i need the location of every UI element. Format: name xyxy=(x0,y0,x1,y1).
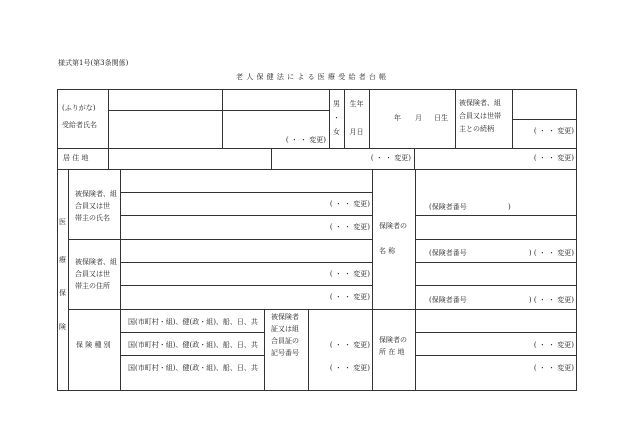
card-change-2: ( ・ ・ 変更) xyxy=(329,364,370,372)
insurer-number-3: (保険者番号 xyxy=(429,296,467,304)
sex-female: 女 xyxy=(333,128,340,136)
insurer-address-change-2: ( ・ ・ 変更) xyxy=(533,364,574,372)
insured-name-label-3: 帯主の氏名 xyxy=(75,214,110,222)
medical-label-4: 険 xyxy=(59,323,66,331)
relation-label-3: 主との続柄 xyxy=(459,125,494,133)
address-label: 居 住 地 xyxy=(63,154,89,162)
insurer-number-2: (保険者番号 xyxy=(429,249,467,257)
insurer-number-1-close: ) xyxy=(508,203,511,211)
insurer-address-label-2: 所 在 地 xyxy=(379,348,405,356)
name-label: 受給者氏名 xyxy=(62,121,97,129)
insurer-number-3-change: ) ( ・ ・ 変更) xyxy=(528,296,574,304)
card-label-3: 合員証の xyxy=(271,337,299,345)
insurer-address-change-1: ( ・ ・ 変更) xyxy=(533,341,574,349)
birth-label-1: 生年 xyxy=(349,100,364,108)
insurance-type-label: 保 険 種 別 xyxy=(76,341,111,349)
form-number: 様式第1号(第3条関係) xyxy=(58,59,129,67)
insurer-name-label-2: 名 称 xyxy=(379,247,396,255)
medical-label-2: 療 xyxy=(59,256,66,264)
card-label-1: 被保険者 xyxy=(271,313,299,321)
birth-month: 月 xyxy=(415,114,422,122)
insurer-address-label-1: 保険者の xyxy=(379,336,407,344)
card-change-1: ( ・ ・ 変更) xyxy=(329,341,370,349)
insurer-name-label-1: 保険者の xyxy=(379,222,407,230)
birth-year: 年 xyxy=(394,114,401,122)
insured-address-label-3: 帯主の住所 xyxy=(75,282,110,290)
insurance-type-option-2: 国(市町村・組)、健(政・組)、船、日、共 xyxy=(128,341,258,349)
furigana-label: (ふりがな) xyxy=(62,104,96,112)
insurer-number-1: (保険者番号 xyxy=(429,203,467,211)
insurance-type-option-1: 国(市町村・組)、健(政・組)、船、日、共 xyxy=(128,318,258,326)
relation-label-1: 被保険者、組 xyxy=(459,99,501,107)
address-change-mark-1: ( ・ ・ 変更) xyxy=(370,154,411,162)
sex-dot: ・ xyxy=(333,114,340,122)
name-change-mark: ( ・ ・ 変更) xyxy=(285,136,326,144)
page-title: 老 人 保 健 法 に よ る 医 療 受 給 者 台 帳 xyxy=(236,73,387,81)
insured-address-change-1: ( ・ ・ 変更) xyxy=(329,270,370,278)
birth-day: 日生 xyxy=(434,114,448,122)
birth-label-2: 月日 xyxy=(349,128,364,136)
insured-name-label-1: 被保険者、組 xyxy=(75,190,117,198)
card-label-4: 記号番号 xyxy=(271,349,299,357)
insured-address-change-2: ( ・ ・ 変更) xyxy=(329,293,370,301)
relation-change-mark: ( ・ ・ 変更) xyxy=(533,127,574,135)
insured-address-label-1: 被保険者、組 xyxy=(75,258,117,266)
address-change-mark-2: ( ・ ・ 変更) xyxy=(533,154,574,162)
insured-name-label-2: 合員又は世 xyxy=(75,202,110,210)
insured-address-label-2: 合員又は世 xyxy=(75,270,110,278)
medical-label-3: 保 xyxy=(59,289,66,297)
card-label-2: 証又は組 xyxy=(271,325,299,333)
insured-name-change-1: ( ・ ・ 変更) xyxy=(329,200,370,208)
medical-label-1: 医 xyxy=(59,218,66,226)
insured-name-change-2: ( ・ ・ 変更) xyxy=(329,223,370,231)
insurance-type-option-3: 国(市町村・組)、健(政・組)、船、日、共 xyxy=(128,364,258,372)
relation-label-2: 合員又は世帯 xyxy=(459,112,501,120)
insurer-number-2-change: ) ( ・ ・ 変更) xyxy=(528,249,574,257)
row-divider xyxy=(57,148,577,149)
sex-male: 男 xyxy=(333,100,340,108)
